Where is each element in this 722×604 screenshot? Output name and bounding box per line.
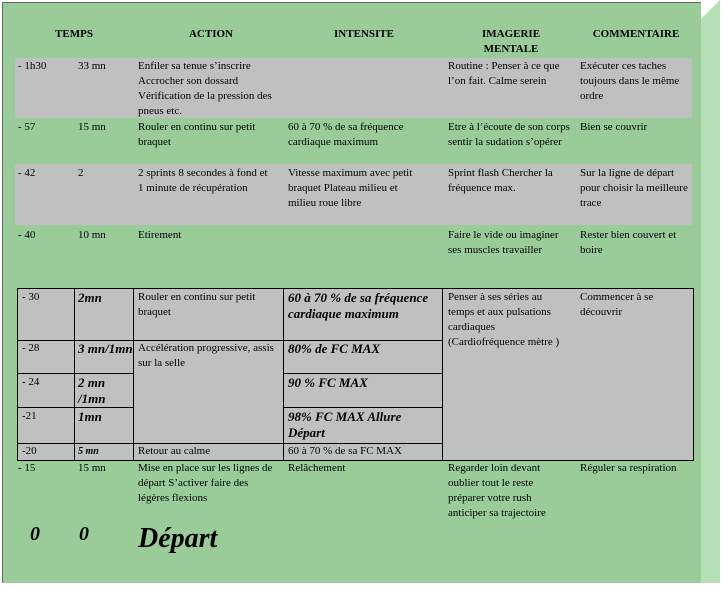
row5-imagerie: Regarder loin devant oublier tout le reste préparer votre rush anticiper sa trajectoire (448, 462, 546, 519)
row3-commentaire: Sur la ligne de départ pour choisir la meilleure trace (580, 167, 688, 209)
start-duration: 0 (79, 523, 89, 545)
row5-commentaire: Réguler sa respiration (580, 462, 677, 474)
header-action: ACTION (188, 28, 233, 40)
row2-duration: 15 mn (78, 121, 106, 133)
grid-imagerie: Penser à ses séries au temps et aux pulsations cardiaques (Cardiofréquence mètre ) (448, 291, 560, 348)
right-bevel (701, 0, 720, 600)
row2-time: - 57 (18, 121, 36, 133)
grid5-time: -20 (22, 445, 37, 457)
row4-commentaire: Rester bien couvert et boire (580, 229, 677, 256)
row1-time: - 1h30 (18, 60, 47, 72)
grid3-time: - 24 (22, 376, 40, 388)
row2-commentaire: Bien se couvrir (580, 121, 648, 133)
grid1-action: Rouler en continu sur petit braquet (138, 291, 256, 318)
row4-duration: 10 mn (78, 229, 106, 241)
row4-action: Etirement (138, 229, 182, 241)
row4-time: - 40 (18, 229, 36, 241)
row3-duration: 2 (78, 167, 84, 179)
grid-commentaire: Commencer à se découvrir (580, 291, 654, 318)
row3-intensite: Vitesse maximum avec petit braquet Plateau milieu et milieu roue libre (288, 167, 413, 209)
row3-time: - 42 (18, 167, 36, 179)
header-imagerie: IMAGERIE MENTALE (481, 28, 541, 55)
row2-imagerie: Etre à l’écoute de son corps sentir la sudation s’opérer (448, 121, 570, 148)
start-time: 0 (30, 523, 40, 545)
grid3-duration: 2 mn /1mn (78, 375, 106, 406)
row5-duration: 15 mn (78, 462, 106, 474)
row5-intensite: Relâchement (288, 462, 346, 474)
row3-imagerie: Sprint flash Chercher la fréquence max. (448, 167, 553, 194)
header-intensite: INTENSITE (334, 28, 394, 40)
row5-time: - 15 (18, 462, 36, 474)
grid2-intensite: 80% de FC MAX (288, 341, 381, 356)
row1-imagerie: Routine : Penser à ce que l’on fait. Calme serein (448, 60, 560, 87)
row3-action: 2 sprints 8 secondes à fond et 1 minute de récupération (138, 167, 268, 194)
grid5-intensite: 60 à 70 % de sa FC MAX (288, 445, 402, 457)
grid4-time: -21 (22, 410, 37, 422)
start-label: Départ (138, 523, 218, 554)
grid4-duration: 1mn (78, 409, 102, 424)
grid1-intensite: 60 à 70 % de sa fréquence cardiaque maximum (288, 290, 429, 321)
row2-intensite: 60 à 70 % de sa fréquence cardiaque maximum (288, 121, 404, 148)
row1-duration: 33 mn (78, 60, 106, 72)
grid5-duration: 5 mn (78, 446, 99, 457)
grid2-action: Accélération progressive, assis sur la selle (138, 342, 274, 369)
header-commentaire: COMMENTAIRE (592, 28, 680, 40)
row1-commentaire: Exécuter ces taches toujours dans le même ordre (580, 60, 680, 102)
bevel-corner (701, 0, 720, 19)
grid1-duration: 2mn (78, 290, 102, 305)
grid5-action: Retour au calme (138, 445, 211, 457)
row1-action: Enfiler sa tenue s’inscrire Accrocher son dossard Vérification de la pression des pneus etc. (138, 60, 272, 117)
grid2-duration: 3 mn/1mn (78, 341, 133, 356)
row2-action: Rouler en continu sur petit braquet (138, 121, 256, 148)
row4-imagerie: Faire le vide ou imaginer ses muscles travailler (448, 229, 559, 256)
grid2-time: - 28 (22, 342, 40, 354)
bottom-margin (2, 583, 720, 602)
grid1-time: - 30 (22, 291, 40, 303)
header-temps: TEMPS (55, 28, 93, 40)
row5-action: Mise en place sur les lignes de départ S’activer faire des légères flexions (138, 462, 273, 504)
grid3-intensite: 90 % FC MAX (288, 375, 368, 390)
grid4-intensite: 98% FC MAX Allure Départ (288, 409, 402, 440)
